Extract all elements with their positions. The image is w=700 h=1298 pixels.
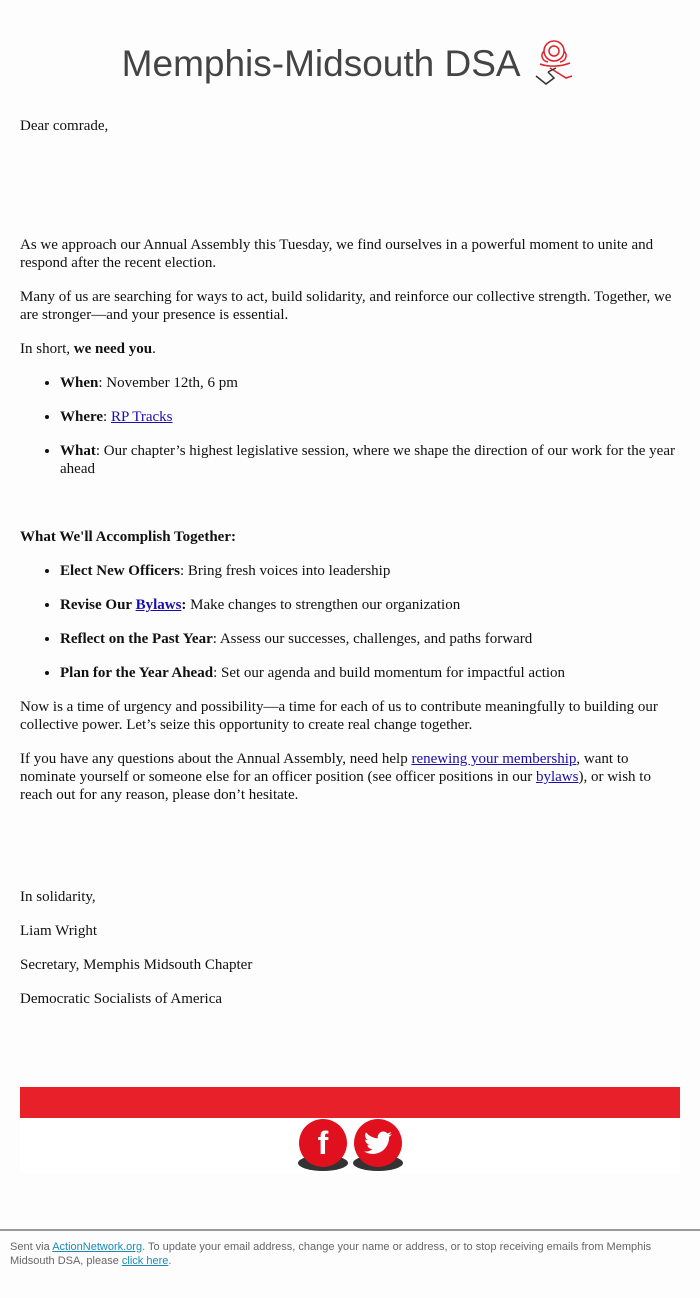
questions-paragraph: If you have any questions about the Annual Assembly, need help renewing your membership, want to nominate yourself or someone else for an officer position (see officer positions in our bylaws), or wish to reach out for any reason, please don’t hesitate. — [20, 751, 651, 803]
red-banner — [20, 1087, 680, 1118]
list-item: • Reflect on the Past Year: Assess our successes, challenges, and paths forward — [60, 630, 680, 648]
twitter-icon — [354, 1119, 402, 1167]
urgency-paragraph: Now is a time of urgency and possibility—a time for each of us to contribute meaningfully to building our collective power. Let’s seize this opportunity to create real change together. — [20, 699, 658, 733]
intro-paragraph: As we approach our Annual Assembly this Tuesday, we find ourselves in a powerful moment to unite and respond after the recent election. — [20, 237, 654, 271]
goals-list — [20, 562, 680, 682]
facebook-button[interactable] — [297, 1119, 349, 1171]
facebook-icon: f — [299, 1119, 347, 1167]
signer-role: Secretary, Memphis Midsouth Chapter — [20, 957, 253, 973]
page-title: Memphis-Midsouth DSA — [121, 43, 521, 84]
footer-divider — [0, 1229, 700, 1231]
list-item: • What: Our chapter’s highest legislative session, where we shape the direction of our work for the year ahead — [60, 442, 680, 478]
signer-org: Democratic Socialists of America — [20, 991, 223, 1007]
unsubscribe-link[interactable]: click here — [121, 1255, 169, 1267]
greeting: Dear comrade, — [20, 118, 109, 134]
social-icons — [297, 1119, 404, 1171]
list-item: • Where: RP Tracks — [60, 408, 680, 426]
actionnetwork-link[interactable]: ActionNetwork.org — [52, 1241, 143, 1253]
bylaws-link-2[interactable]: bylaws — [535, 769, 579, 785]
list-item: • When: November 12th, 6 pm — [60, 374, 680, 392]
solidarity-paragraph: Many of us are searching for ways to act, build solidarity, and reinforce our collective strength. Together, we are stronger—and your presence is essential. — [20, 289, 672, 323]
list-item: • Elect New Officers: Bring fresh voices into leadership — [60, 562, 680, 580]
list-item: • Revise Our Bylaws: Make changes to strengthen our organization — [60, 596, 680, 614]
twitter-button[interactable] — [352, 1119, 404, 1171]
email-body — [20, 117, 680, 1024]
dsa-rose-logo-icon — [530, 38, 578, 90]
email-header — [0, 38, 700, 90]
signer-name: Liam Wright — [20, 923, 98, 939]
bylaws-link[interactable]: Bylaws — [135, 597, 182, 613]
renew-membership-link[interactable]: renewing your membership — [411, 751, 577, 767]
section-heading: What We'll Accomplish Together: — [20, 529, 236, 545]
need-you-paragraph: In short, we need you. — [20, 341, 156, 357]
event-details-list — [20, 374, 680, 478]
footer-text: Sent via ActionNetwork.org. To update your email address, change your name or address, or to stop receiving emails from Memphis Midsouth DSA, please click here. — [10, 1241, 652, 1267]
location-link[interactable]: RP Tracks — [110, 409, 173, 425]
list-item: • Plan for the Year Ahead: Set our agenda and build momentum for impactful action — [60, 664, 680, 682]
signoff: In solidarity, — [20, 889, 96, 905]
